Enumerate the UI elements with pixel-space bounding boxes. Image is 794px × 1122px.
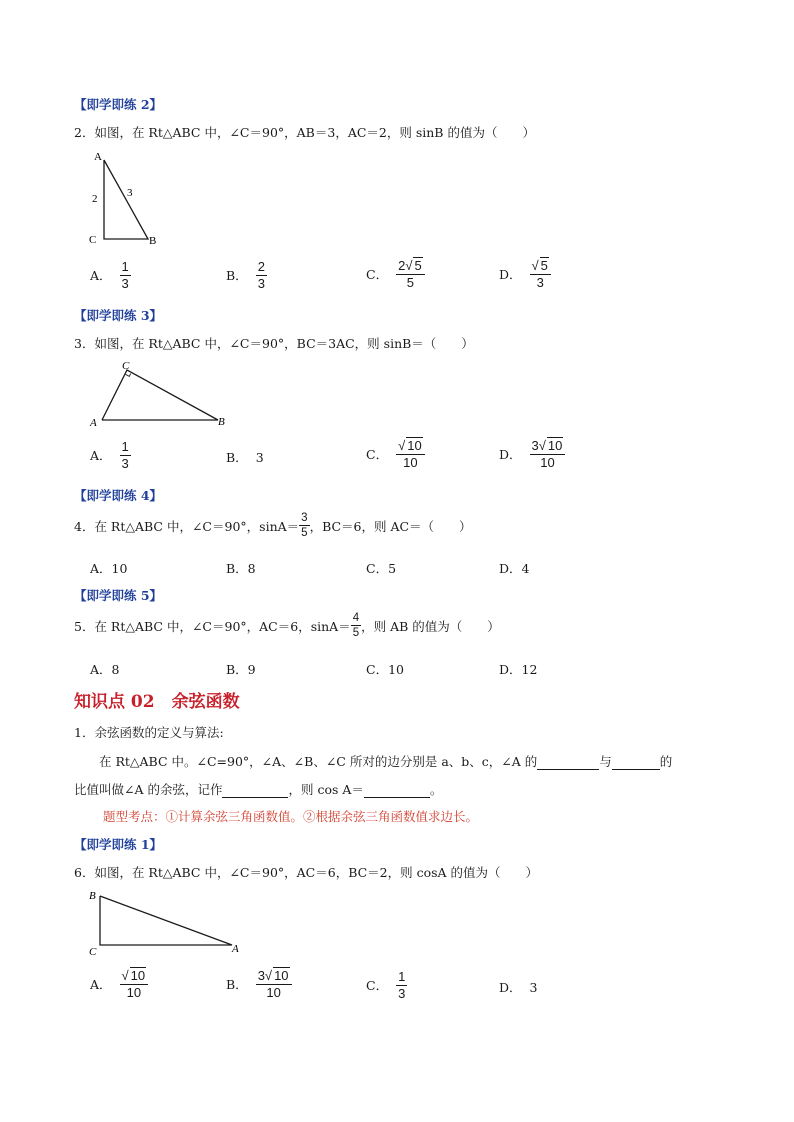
option-5a[interactable]: A．8 bbox=[90, 662, 120, 677]
option-5b[interactable]: B．9 bbox=[226, 662, 256, 677]
vertex-c-label: C bbox=[89, 946, 97, 958]
option-3a[interactable]: A． $\frac{1}{3}$ bbox=[90, 439, 129, 471]
option-2c[interactable]: C． $\frac{2√ 5}{5}$ bbox=[366, 259, 425, 289]
question-4: 4．在 Rt△ABC 中，∠C＝90°，sinA＝ $\frac{3}{5}$ ，BC＝6，则 AC＝（ ） bbox=[74, 512, 472, 540]
right-angle-mark bbox=[126, 374, 131, 377]
vertex-b-label: B bbox=[89, 890, 96, 902]
section-header-ex2: 【即学即练 2】 bbox=[74, 97, 163, 112]
side-ac-label: 2 bbox=[92, 193, 98, 205]
triangle-shape bbox=[100, 896, 232, 945]
blank-4[interactable] bbox=[364, 783, 430, 798]
vertex-a-label: A bbox=[94, 151, 102, 163]
option-3b[interactable]: B． 3 bbox=[226, 449, 264, 465]
section-header-ex4: 【即学即练 4】 bbox=[74, 488, 163, 503]
definition-heading: 1．余弦函数的定义与算法: bbox=[74, 725, 224, 740]
question-6: 6．如图，在 Rt△ABC 中，∠C＝90°，AC＝6，BC＝2，则 cosA 的值为（ ） bbox=[74, 865, 539, 880]
option-4b[interactable]: B．8 bbox=[226, 561, 256, 576]
option-4d[interactable]: D．4 bbox=[499, 561, 530, 576]
knowledge-point-title: 知识点 02 余弦函数 bbox=[74, 692, 240, 712]
option-5d[interactable]: D．12 bbox=[499, 662, 538, 677]
definition-line-2: 比值叫做∠A 的余弦，记作 ，则 cos A＝ 。 bbox=[74, 782, 443, 797]
option-2d[interactable]: D． $\frac{√ 5}{3}$ bbox=[499, 259, 551, 289]
side-ab-label: 3 bbox=[127, 187, 133, 199]
vertex-b-label: B bbox=[218, 416, 225, 428]
option-6b[interactable]: B． $\frac{3√ 10}{10}$ bbox=[226, 969, 292, 999]
option-3c[interactable]: C． $\frac{√ 10}{10}$ bbox=[366, 439, 425, 469]
definition-line-1: 在 Rt△ABC 中。∠C=90°，∠A、∠B、∠C 所对的边分别是 a、b、c，∠A 的 与 的 bbox=[99, 754, 673, 769]
question-type-tip: 题型考点：①计算余弦三角函数值。②根据余弦三角函数值求边长。 bbox=[103, 809, 479, 824]
option-6d[interactable]: D． 3 bbox=[499, 979, 538, 995]
triangle-shape bbox=[104, 160, 148, 239]
option-3d[interactable]: D． $\frac{3√ 10}{10}$ bbox=[499, 439, 565, 469]
triangle-shape bbox=[102, 370, 218, 420]
question-2: 2．如图，在 Rt△ABC 中，∠C＝90°，AB＝3，AC＝2，则 sinB 的值为（ ） bbox=[74, 125, 535, 140]
option-6a[interactable]: A． $\frac{√ 10}{10}$ bbox=[90, 969, 148, 999]
blank-3[interactable] bbox=[222, 783, 288, 798]
blank-2[interactable] bbox=[612, 755, 660, 770]
section-header-ex3: 【即学即练 3】 bbox=[74, 308, 163, 323]
option-6c[interactable]: C． $\frac{1}{3}$ bbox=[366, 969, 406, 1001]
option-5c[interactable]: C．10 bbox=[366, 662, 404, 677]
vertex-c-label: C bbox=[89, 234, 97, 246]
blank-1[interactable] bbox=[537, 755, 599, 770]
figure-triangle-ex2 bbox=[84, 146, 166, 248]
section-header-ex6: 【即学即练 1】 bbox=[74, 837, 163, 852]
question-3: 3．如图，在 Rt△ABC 中，∠C＝90°，BC＝3AC，则 sinB＝（ ） bbox=[74, 336, 474, 351]
option-2b[interactable]: B． $\frac{2}{3}$ bbox=[226, 259, 265, 291]
vertex-a-label: A bbox=[90, 417, 97, 429]
vertex-c-label: C bbox=[122, 360, 130, 372]
option-4a[interactable]: A．10 bbox=[90, 561, 128, 576]
option-4c[interactable]: C．5 bbox=[366, 561, 397, 576]
question-5: 5．在 Rt△ABC 中，∠C＝90°，AC＝6，sinA＝ $\frac{4}{5}$ ，则 AB 的值为（ ） bbox=[74, 612, 500, 640]
section-header-ex5: 【即学即练 5】 bbox=[74, 588, 163, 603]
vertex-b-label: B bbox=[149, 235, 157, 247]
figure-triangle-ex6 bbox=[84, 882, 244, 960]
figure-triangle-ex3 bbox=[84, 356, 234, 432]
vertex-a-label: A bbox=[232, 943, 239, 955]
option-2a[interactable]: A． $\frac{1}{3}$ bbox=[90, 259, 129, 291]
